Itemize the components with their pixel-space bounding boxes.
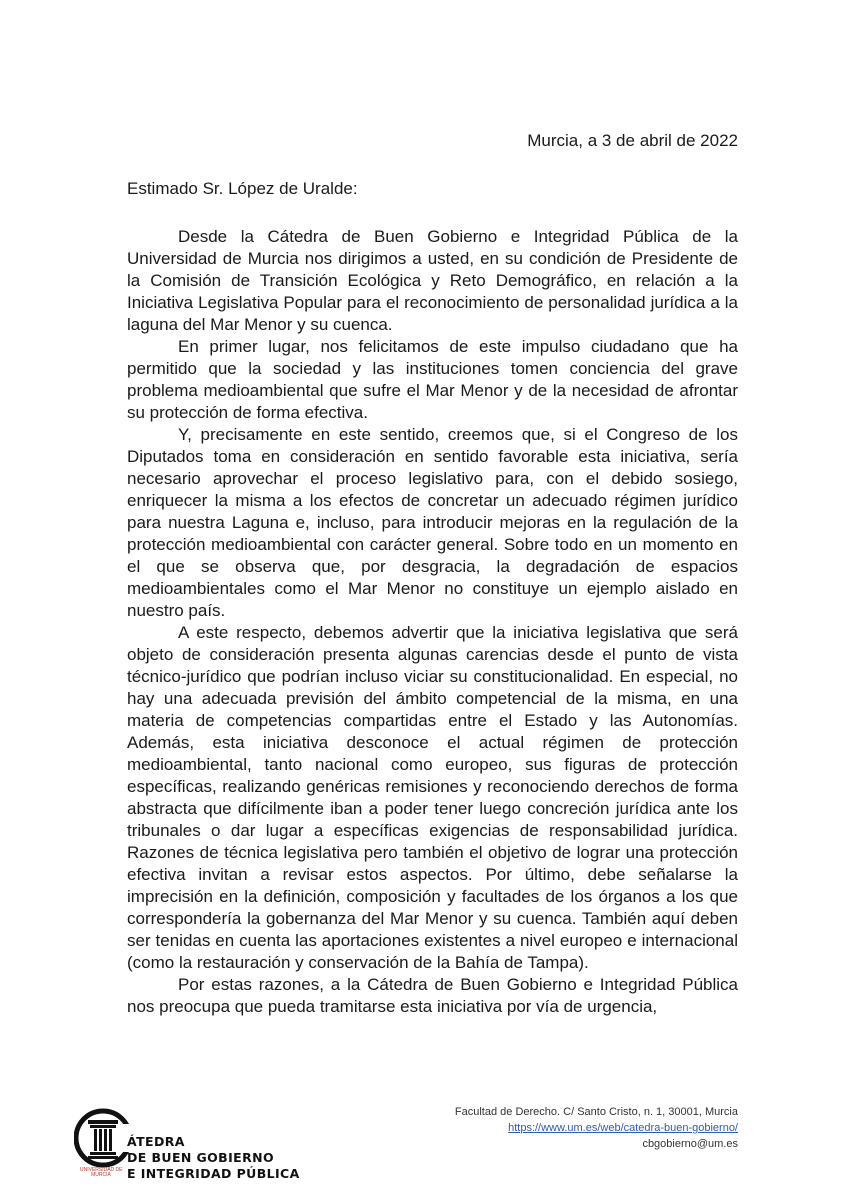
logo-text-line-3: E INTEGRIDAD PÚBLICA: [127, 1166, 300, 1181]
footer-contact: [455, 1104, 738, 1152]
logo-text-line-1: ÁTEDRA: [127, 1134, 185, 1149]
column-emblem-icon: [74, 1098, 134, 1178]
letter-date: Murcia, a 3 de abril de 2022: [527, 131, 738, 150]
footer-address: Facultad de Derecho. C/ Santo Cristo, n. 1, 30001, Murcia: [454, 1106, 738, 1118]
paragraph-2: En primer lugar, nos felicitamos de este impulso ciudadano que ha permitido que la sociedad y las instituciones tomen conciencia del grave problema medioambiental que sufre el Mar Menor y de la necesidad de afrontar su protección de forma efectiva.: [127, 337, 738, 422]
logo-text-line-2: DE BUEN GOBIERNO: [127, 1150, 275, 1165]
paragraph-5: Por estas razones, a la Cátedra de Buen Gobierno e Integridad Pública nos preocupa que pueda tramitarse esta iniciativa por vía de urgencia,: [127, 975, 738, 1016]
paragraph-3: Y, precisamente en este sentido, creemos que, si el Congreso de los Diputados toma en consideración en sentido favorable esta iniciativa, sería necesario aprovechar el proceso legislativo para, con el debido sosiego, enriquecer la misma a los efectos de concretar un adecuado régimen jurídico para nuestra Laguna e, incluso, para introducir mejoras en la regulación de la protección medioambiental con carácter general. Sobre todo en un momento en el que se observa que, por desgracia, la degradación de espacios medioambientales como el Mar Menor no constituye un ejemplo aislado en nuestro país.: [127, 425, 738, 620]
paragraph-4: A este respecto, debemos advertir que la iniciativa legislativa que será objeto de consideración presenta algunas carencias desde el punto de vista técnico-jurídico que podrían incluso viciar su constitucionalidad. En especial, no hay una adecuada previsión del ámbito competencial de la misma, en una materia de competencias compartidas entre el Estado y las Autonomías. Además, esta iniciativa desconoce el actual régimen de protección medioambiental, tanto nacional como europeo, sus figuras de protección específicas, realizando genéricas remisiones y reconociendo derechos de forma abstracta que difícilmente iban a poder tener luego concreción jurídica ante los tribunales o dar lugar a específicas exigencias de responsabilidad jurídica. Razones de técnica legislativa pero también el objetivo de lograr una protección efectiva invitan a revisar estos aspectos. Por último, debe señalarse la imprecisión en la definición, composición y facultades de los órganos a los que correspondería la gobernanza del Mar Menor y su cuenca. También aquí deben ser tenidas en cuenta las aportaciones existentes a nivel europeo e internacional (como la restauración y conservación de la Bahía de Tampa).: [127, 623, 738, 972]
letter-body: [127, 226, 738, 1018]
paragraph-1: Desde la Cátedra de Buen Gobierno e Integridad Pública de la Universidad de Murcia nos dirigimos a usted, en su condición de Presidente de la Comisión de Transición Ecológica y Reto Demográfico, en relación a la Iniciativa Legislativa Popular para el reconocimiento de personalidad jurídica a la laguna del Mar Menor y su cuenca.: [127, 227, 738, 334]
university-name: UNIVERSIDAD DE MURCIA: [80, 1167, 123, 1178]
footer-email: cbgobierno@um.es: [642, 1138, 738, 1150]
letter-salutation: Estimado Sr. López de Uralde:: [127, 179, 358, 198]
catedra-logo: [74, 1098, 304, 1188]
footer-website-link[interactable]: https://www.um.es/web/catedra-buen-gobierno/: [508, 1122, 738, 1134]
